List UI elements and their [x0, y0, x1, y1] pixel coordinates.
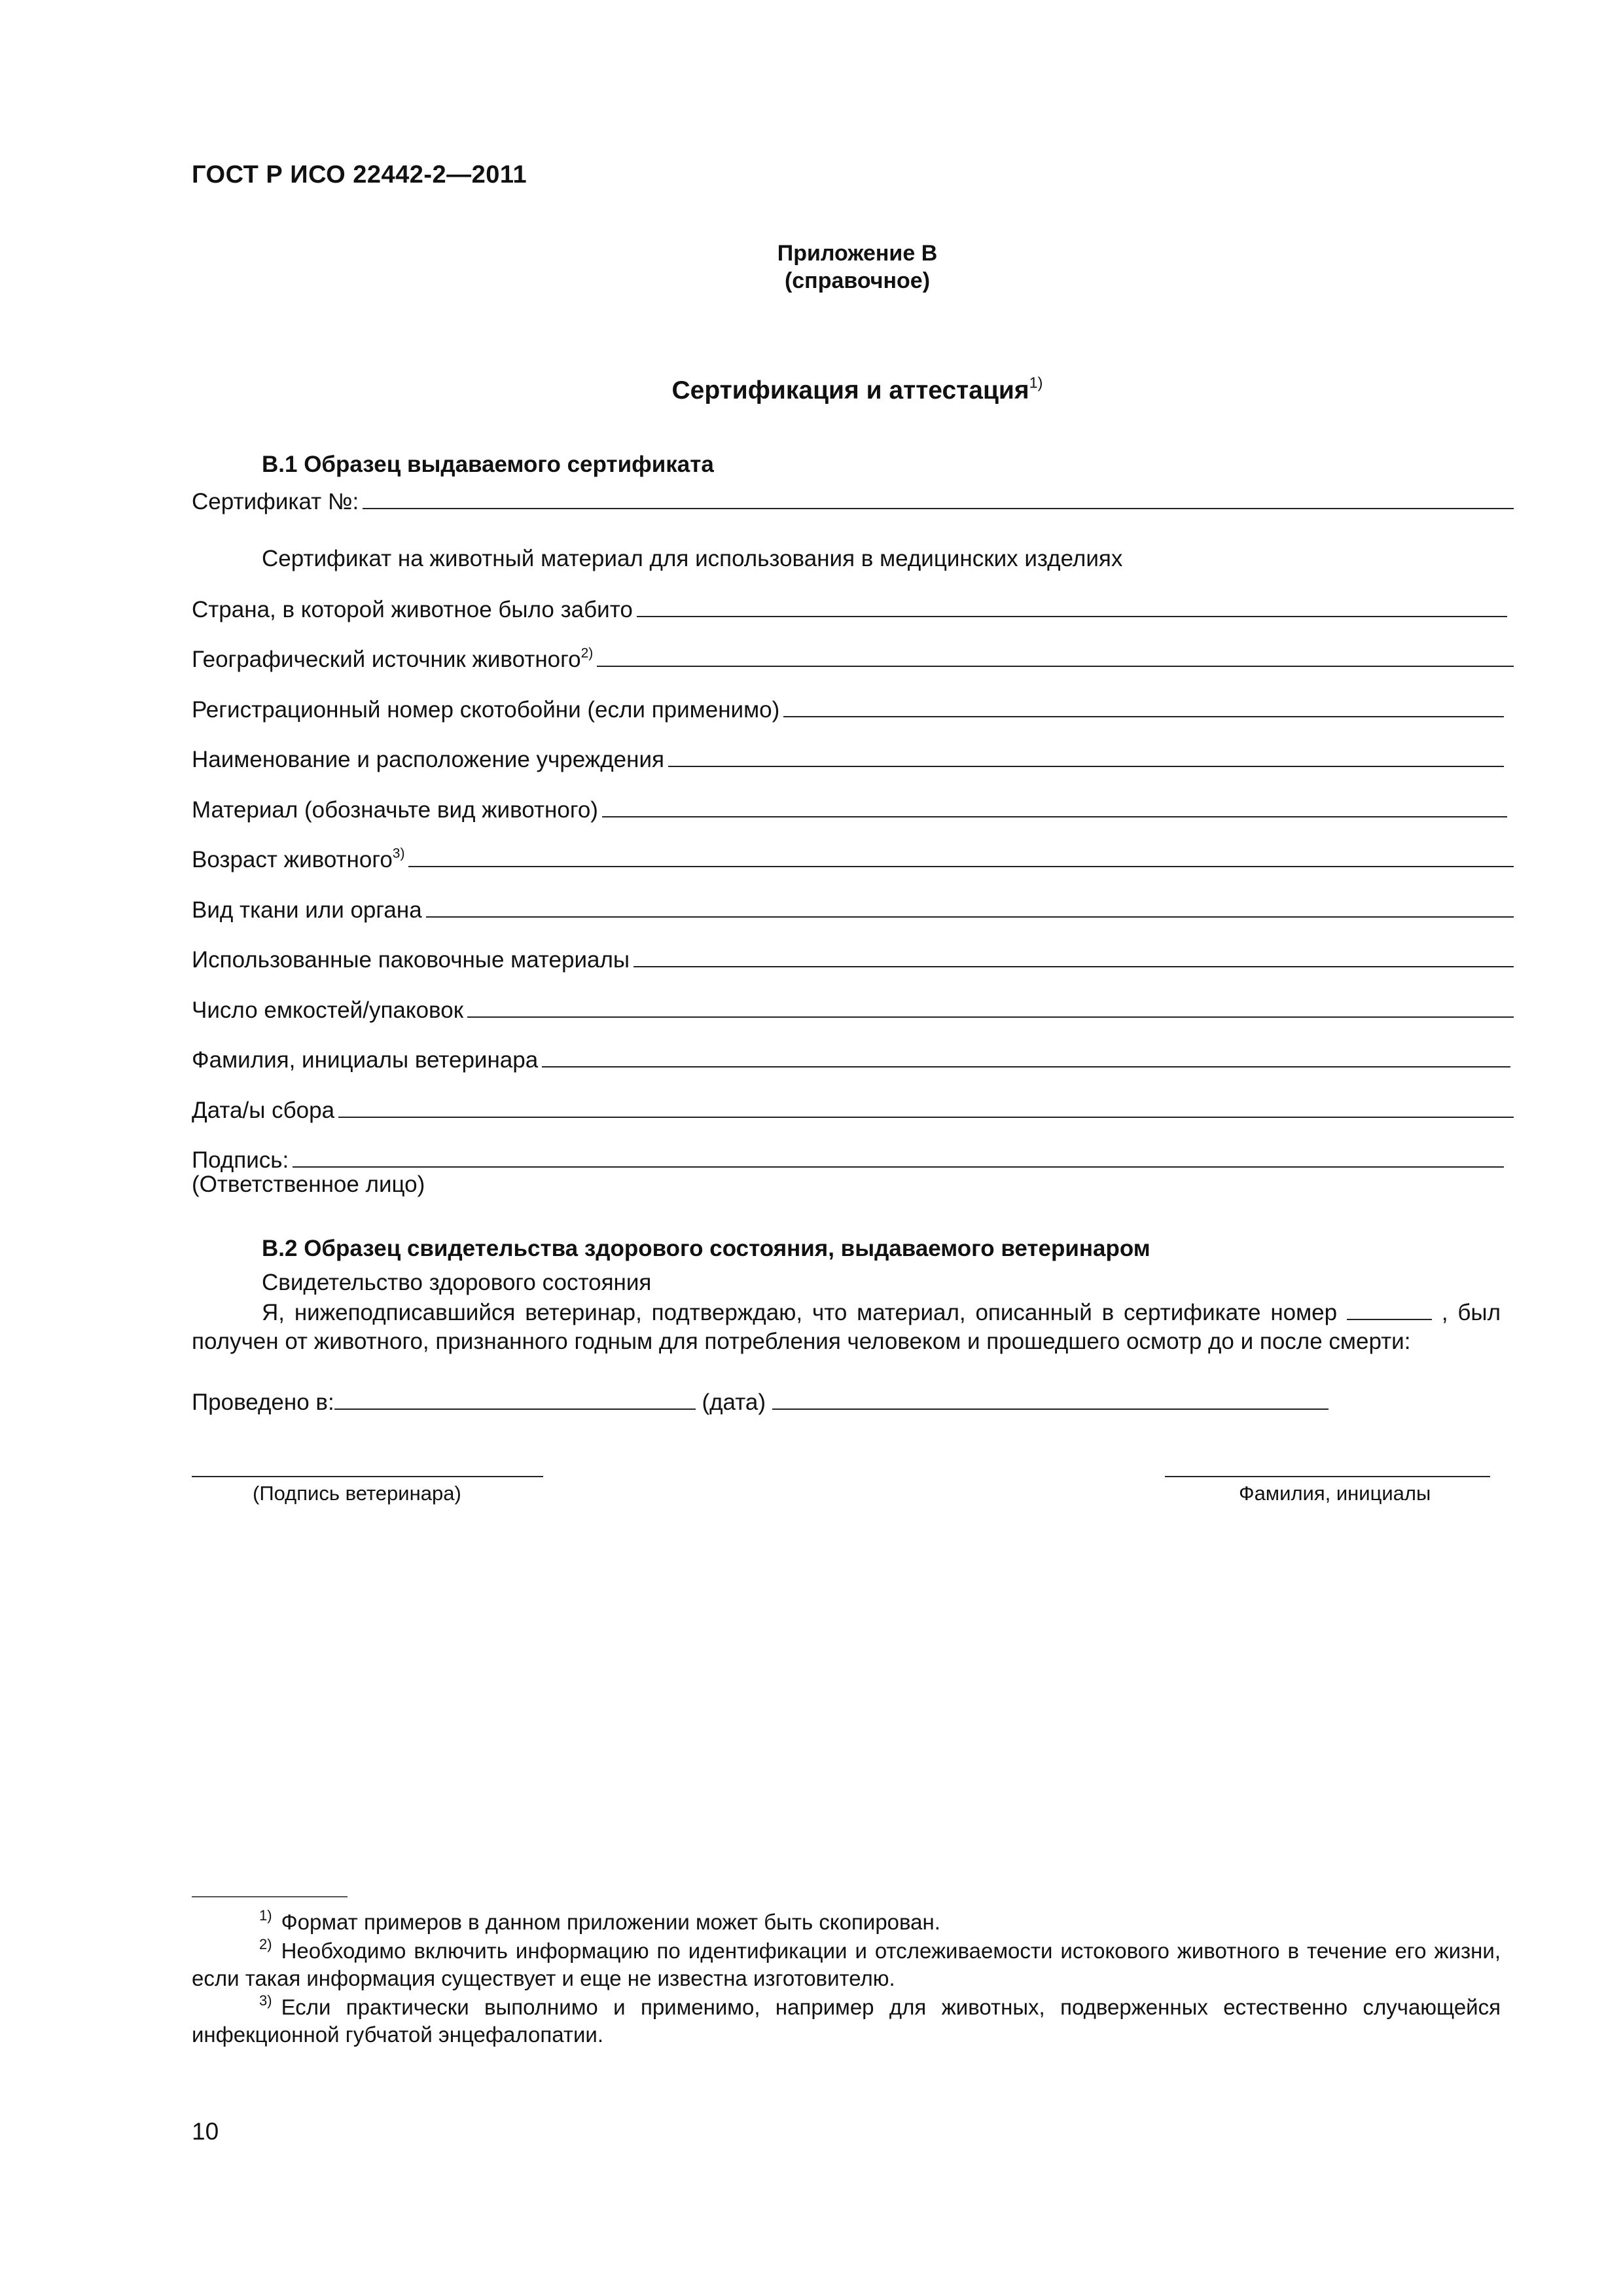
appendix-type: (справочное): [784, 268, 931, 293]
vet-signature-line[interactable]: [192, 1475, 543, 1477]
field-label: Фамилия, инициалы ветеринара: [192, 1047, 539, 1073]
field-row: [192, 592, 1507, 621]
field-row: [192, 842, 1514, 871]
health-cert-paragraph: Я, нижеподписавшийся ветеринар, подтверждаю, что материал, описанный в сертификате номер , был получен от животного, признанного годным для потребления человеком и прошедшего осмотр до и после смерти:: [192, 1300, 1501, 1354]
field-label: Регистрационный номер скотобойни (если применимо): [192, 697, 780, 723]
health-cert-title: Свидетельство здорового состояния: [262, 1270, 652, 1295]
footnote: $^{2)}$ Необходимо включить информацию по идентификации и отслеживаемости истокового животного в течение его жизни, если такая информация существует и еще не известна изготовителю.: [192, 1936, 1501, 1990]
field-label: Число емкостей/упаковок: [192, 997, 464, 1023]
field-row: [192, 1093, 1514, 1122]
field-row: [192, 692, 1504, 721]
section-b2-heading: В.2 Образец свидетельства здорового состояния, выдаваемого ветеринаром: [262, 1236, 1150, 1261]
cert-number-line[interactable]: [363, 484, 1514, 509]
field-row: [192, 1043, 1510, 1071]
cert-number-blank[interactable]: [1347, 1299, 1432, 1320]
field-label: Использованные паковочные материалы: [192, 947, 630, 973]
field-line[interactable]: [467, 993, 1514, 1018]
field-row: [192, 993, 1514, 1022]
field-line[interactable]: [633, 942, 1514, 967]
field-row: [192, 793, 1507, 821]
field-line[interactable]: [637, 592, 1507, 617]
page-title: [563, 376, 1152, 405]
name-initials-line[interactable]: [1165, 1475, 1490, 1477]
footnote: $^{1)}$ Формат примеров в данном приложении может быть скопирован.: [259, 1907, 940, 1934]
field-label: Страна, в которой животное было забито: [192, 597, 633, 622]
field-line[interactable]: [542, 1043, 1510, 1067]
field-line[interactable]: [668, 742, 1504, 767]
date-label: (дата): [702, 1390, 766, 1415]
cert-intro: Сертификат на животный материал для использования в медицинских изделиях: [262, 546, 1123, 571]
field-label: Географический источник животного$^{2)}$: [192, 645, 594, 672]
field-label: Вид ткани или органа: [192, 897, 422, 923]
page-title-text: Сертификация и аттестация: [671, 376, 1029, 404]
field-line[interactable]: [602, 793, 1507, 817]
field-line[interactable]: [293, 1143, 1504, 1168]
field-label: Возраст животного$^{3)}$: [192, 846, 405, 872]
cert-number-field: [192, 484, 1514, 513]
field-row: [192, 1143, 1504, 1172]
field-row: [192, 942, 1514, 971]
field-row: [192, 742, 1504, 771]
conducted-place-line[interactable]: [334, 1389, 696, 1410]
conducted-label: Проведено в:: [192, 1390, 334, 1415]
field-line[interactable]: [338, 1093, 1514, 1118]
page-number: 10: [192, 2118, 219, 2145]
conducted-row: [192, 1389, 1329, 1416]
responsible-person: (Ответственное лицо): [192, 1172, 425, 1197]
footnote: $^{3)}$ Если практически выполнимо и применимо, например для животных, подверженных естественно случающейся инфекционной губчатой энцефалопатии.: [192, 1992, 1501, 2047]
vet-signature-label: (Подпись ветеринара): [253, 1482, 461, 1505]
field-label: Дата/ы сбора: [192, 1098, 335, 1123]
field-line[interactable]: [783, 692, 1504, 717]
title-footnote-ref: 1): [1029, 374, 1043, 391]
date-line[interactable]: [772, 1389, 1329, 1410]
field-line[interactable]: [597, 642, 1514, 667]
name-initials-label: Фамилия, инициалы: [1239, 1482, 1431, 1505]
cert-number-label: Сертификат №:: [192, 489, 359, 514]
footnote-separator: [192, 1896, 348, 1897]
field-row: [192, 642, 1514, 671]
field-label: Наименование и расположение учреждения: [192, 747, 664, 772]
document-code: ГОСТ Р ИСО 22442-2—2011: [192, 161, 527, 188]
field-label: Материал (обозначьте вид животного): [192, 797, 598, 823]
field-row: [192, 893, 1514, 922]
appendix-label: Приложение В: [777, 241, 938, 266]
section-b1-heading: В.1 Образец выдаваемого сертификата: [262, 452, 714, 477]
field-line[interactable]: [408, 842, 1514, 867]
field-line[interactable]: [426, 893, 1514, 918]
field-label: Подпись:: [192, 1147, 289, 1173]
